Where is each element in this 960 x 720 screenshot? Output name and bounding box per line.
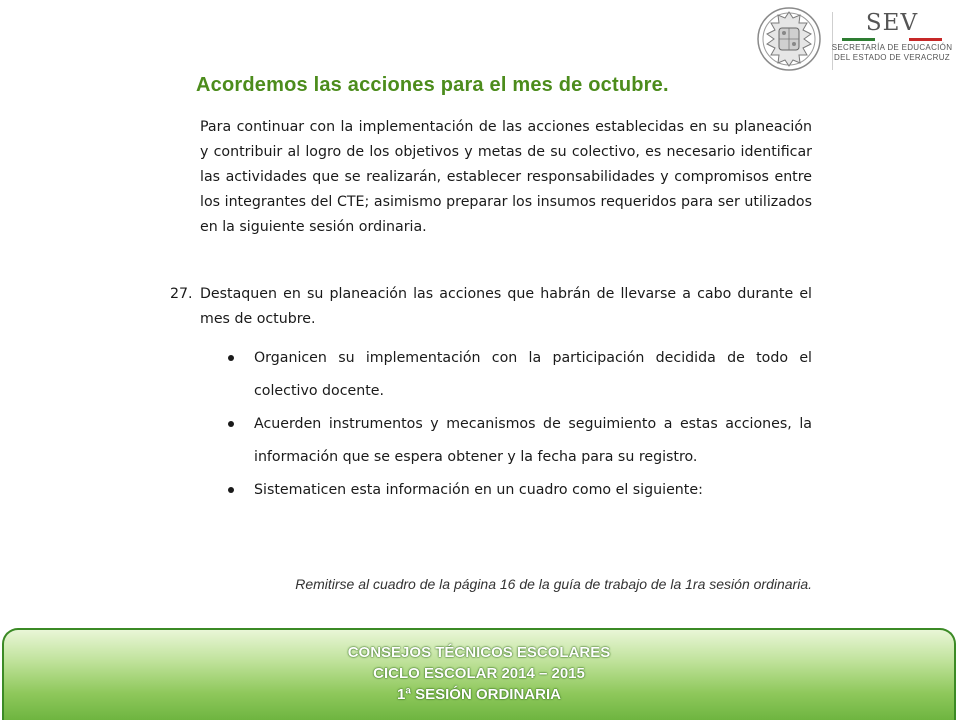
brand-line-1: SECRETARÍA DE EDUCACIÓN <box>831 43 953 52</box>
sev-mark: SEV <box>865 10 919 36</box>
sev-logo <box>756 6 956 76</box>
flag-red <box>909 38 942 41</box>
item-number: 27. <box>170 286 193 302</box>
veracruz-coat-of-arms-icon <box>756 6 822 72</box>
intro-paragraph: Para continuar con la implementación de las acciones establecidas en su planeación y contribuir al logro de los objetivos y metas de su colectivo, es necesario identificar las actividades que se realizarán, establecer responsabilidades y compromisos entre los integrantes del CTE; asimismo preparar los insumos requeridos para ser utilizados en la siguiente sesión ordinaria. <box>200 119 812 235</box>
footer-line-2: CICLO ESCOLAR 2014 – 2015 <box>373 665 585 682</box>
list-item <box>228 342 812 408</box>
list-item <box>228 408 812 474</box>
bullet-icon <box>228 487 234 493</box>
footer-banner <box>2 628 956 720</box>
bullet-list <box>228 342 812 507</box>
bullet-text: Sistematicen esta información en un cuadro como el siguiente: <box>254 482 703 498</box>
flag-green <box>842 38 875 41</box>
bullet-text: Acuerden instrumentos y mecanismos de seguimiento a estas acciones, la información que se espera obtener y la fecha para su registro. <box>254 416 812 465</box>
bullet-icon <box>228 421 234 427</box>
brand-line-2: DEL ESTADO DE VERACRUZ <box>834 53 950 62</box>
bullet-text: Organicen su implementación con la participación decidida de todo el colectivo docente. <box>254 350 812 399</box>
flag-white <box>875 38 908 41</box>
list-item <box>228 474 812 507</box>
footer-line-3: 1ª SESIÓN ORDINARIA <box>397 686 561 703</box>
page-title: Acordemos las acciones para el mes de octubre. <box>196 74 669 96</box>
bullet-icon <box>228 355 234 361</box>
footer-line-1: CONSEJOS TÉCNICOS ESCOLARES <box>347 644 611 661</box>
reference-note: Remitirse al cuadro de la página 16 de la guía de trabajo de la 1ra sesión ordinaria. <box>295 576 812 592</box>
sev-wordmark <box>828 10 956 63</box>
item-text: Destaquen en su planeación las acciones que habrán de llevarse a cabo durante el mes de octubre. <box>200 286 812 327</box>
numbered-item-27 <box>170 282 812 332</box>
flag-stripe <box>842 38 942 41</box>
